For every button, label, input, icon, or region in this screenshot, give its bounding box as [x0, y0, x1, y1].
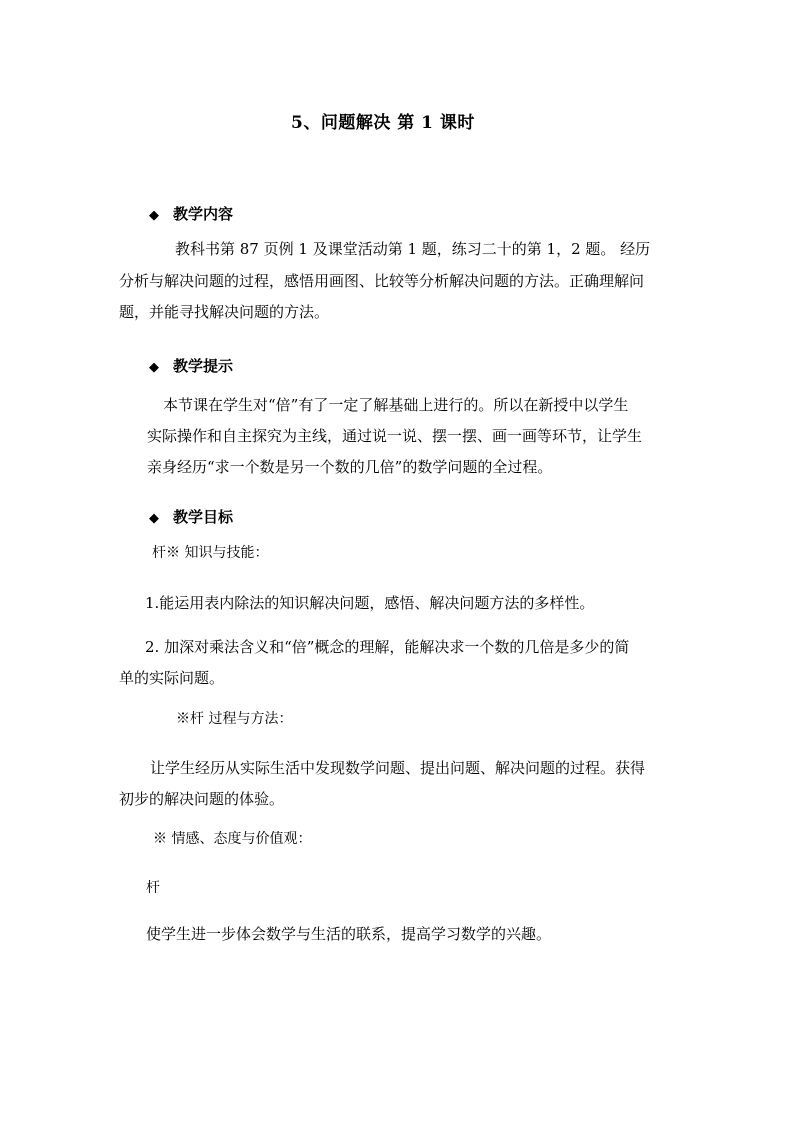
diamond-bullet-icon: ◆	[149, 208, 159, 223]
marker-text: 杆	[146, 880, 160, 896]
list-item: 2. 加深对乘法含义和“倍”概念的理解，能解决求一个数的几倍是多少的简	[145, 638, 630, 656]
subheading-attitude: ※ 情感、态度与价值观：	[153, 831, 312, 847]
page-title: 5、问题解决 第 1 课时	[291, 113, 475, 133]
subheading-process: ※杆 过程与方法：	[176, 711, 293, 727]
subheading-knowledge: 杆※ 知识与技能：	[152, 545, 269, 561]
paragraph-line: 亲身经历“求一个数是另一个数的几倍”的数学问题的全过程。	[147, 458, 553, 476]
diamond-bullet-icon: ◆	[149, 511, 159, 526]
paragraph-line: 教科书第 87 页例 1 及课堂活动第 1 题，练习二十的第 1，2 题。 经历	[175, 240, 651, 258]
paragraph-line: 初步的解决问题的体验。	[119, 790, 285, 808]
paragraph-line: 题，并能寻找解决问题的方法。	[119, 303, 330, 321]
section-heading-hint	[149, 355, 233, 376]
section-heading-goals	[149, 506, 233, 527]
diamond-bullet-icon: ◆	[149, 360, 159, 375]
paragraph-line: 使学生进一步体会数学与生活的联系，提高学习数学的兴趣。	[146, 925, 552, 943]
section-heading-label: 教学提示	[173, 357, 234, 375]
section-heading-label: 教学目标	[173, 508, 234, 526]
paragraph-line: 让学生经历从实际生活中发现数学问题、提出问题、解决问题的过程。获得	[150, 759, 646, 777]
paragraph-line: 实际操作和自主探究为主线，通过说一说、摆一摆、画一画等环节，让学生	[147, 427, 643, 445]
paragraph-line: 分析与解决问题的过程，感悟用画图、比较等分析解决问题的方法。正确理解问	[119, 272, 645, 290]
section-heading-content	[149, 203, 233, 224]
paragraph-line: 本节课在学生对“倍”有了一定了解基础上进行的。所以在新授中以学生	[163, 396, 629, 414]
section-heading-label: 教学内容	[173, 205, 234, 223]
list-item: 1.能运用表内除法的知识解决问题，感悟、解决问题方法的多样性。	[145, 594, 595, 612]
list-item-continuation: 单的实际问题。	[119, 669, 225, 687]
